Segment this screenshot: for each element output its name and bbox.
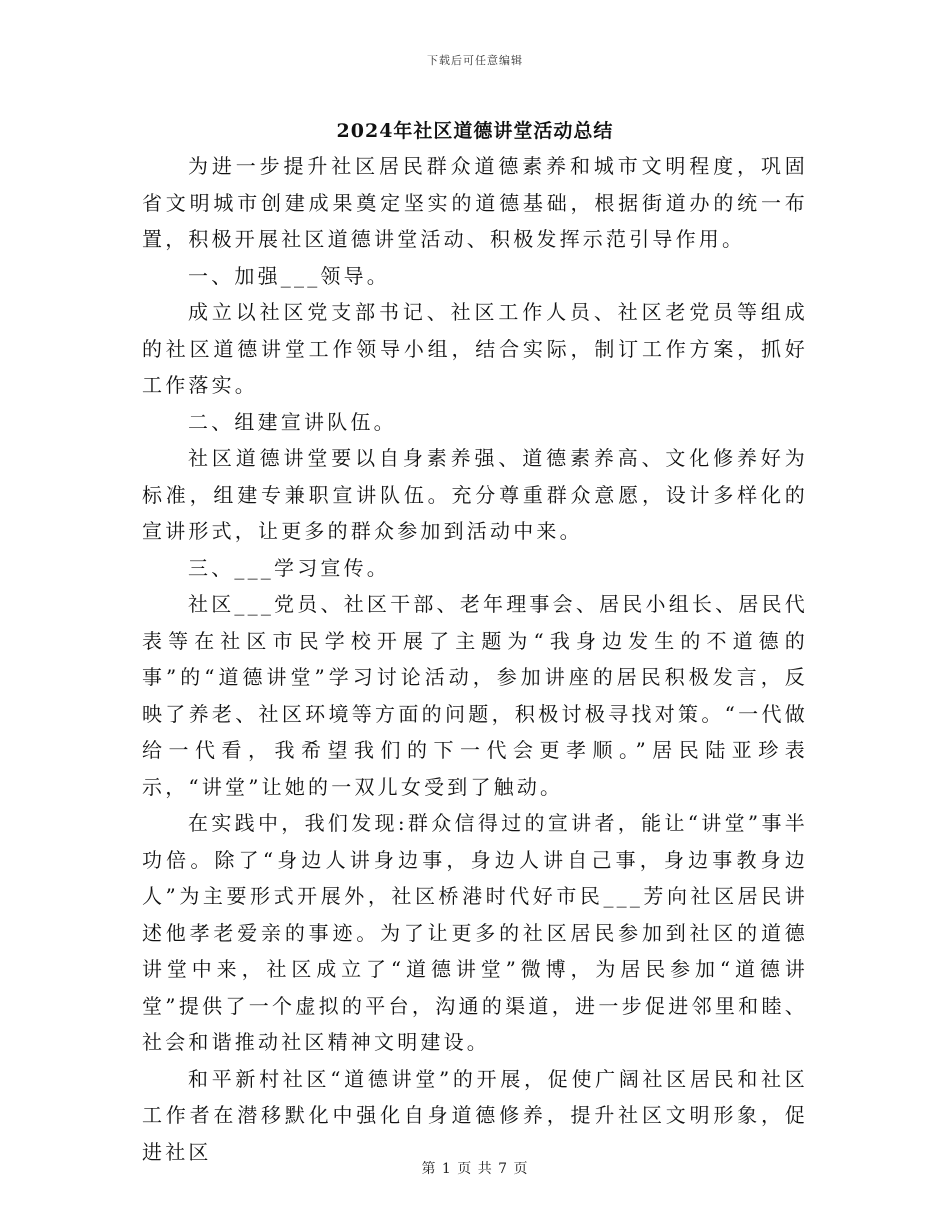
paragraph-section-1: 成立以社区党支部书记、社区工作人员、社区老党员等组成的社区道德讲堂工作领导小组，结合实际，制订工作方案，抓好工作落实。 [142, 300, 808, 397]
section-heading-3: 三、___学习宣传。 [188, 555, 390, 580]
document-title: 2024年社区道德讲堂活动总结 [336, 120, 614, 142]
document-body [142, 148, 808, 1170]
paragraph-practice: 在实践中，我们发现:群众信得过的宣讲者，能让“讲堂”事半功倍。除了“身边人讲身边事，身边人讲自己事，身边事教身边人”为主要形式开展外，社区桥港时代好市民___芳向社区居民讲述他孝老爱亲的事迹。为了让更多的社区居民参加到社区的道德讲堂中来，社区成立了“道德讲堂”微博，为居民参加“道德讲堂”提供了一个虚拟的平台，沟通的渠道，进一步促进邻里和睦、社会和谐推动社区精神文明建设。 [142, 811, 808, 1054]
paragraph-section-2: 社区道德讲堂要以自身素养强、道德素养高、文化修养好为标准，组建专兼职宣讲队伍。充分尊重群众意愿，设计多样化的宣讲形式，让更多的群众参加到活动中来。 [142, 446, 808, 543]
paragraph-conclusion: 和平新村社区“道德讲堂”的开展，促使广阔社区居民和社区工作者在潜移默化中强化自身道德修养，提升社区文明形象，促进社区 [142, 1066, 808, 1164]
paragraph-intro: 为进一步提升社区居民群众道德素养和城市文明程度，巩固省文明城市创建成果奠定坚实的道德基础，根据街道办的统一布置，积极开展社区道德讲堂活动、积极发挥示范引导作用。 [142, 154, 808, 251]
paragraph-section-3: 社区___党员、社区干部、老年理事会、居民小组长、居民代表等在社区市民学校开展了主题为“我身边发生的不道德的事”的“道德讲堂”学习讨论活动，参加讲座的居民积极发言，反映了养老、社区环境等方面的问题，积极讨极寻找对策。“一代做给一代看，我希望我们的下一代会更孝顺。”居民陆亚珍表示，“讲堂”让她的一双儿女受到了触动。 [142, 592, 808, 799]
header-note: 下载后可任意编辑 [427, 54, 523, 67]
section-heading-2: 二、组建宣讲队伍。 [188, 409, 397, 434]
page-indicator: 第 1 页 共 7 页 [421, 1161, 529, 1177]
section-heading-1: 一、加强___领导。 [188, 263, 390, 288]
